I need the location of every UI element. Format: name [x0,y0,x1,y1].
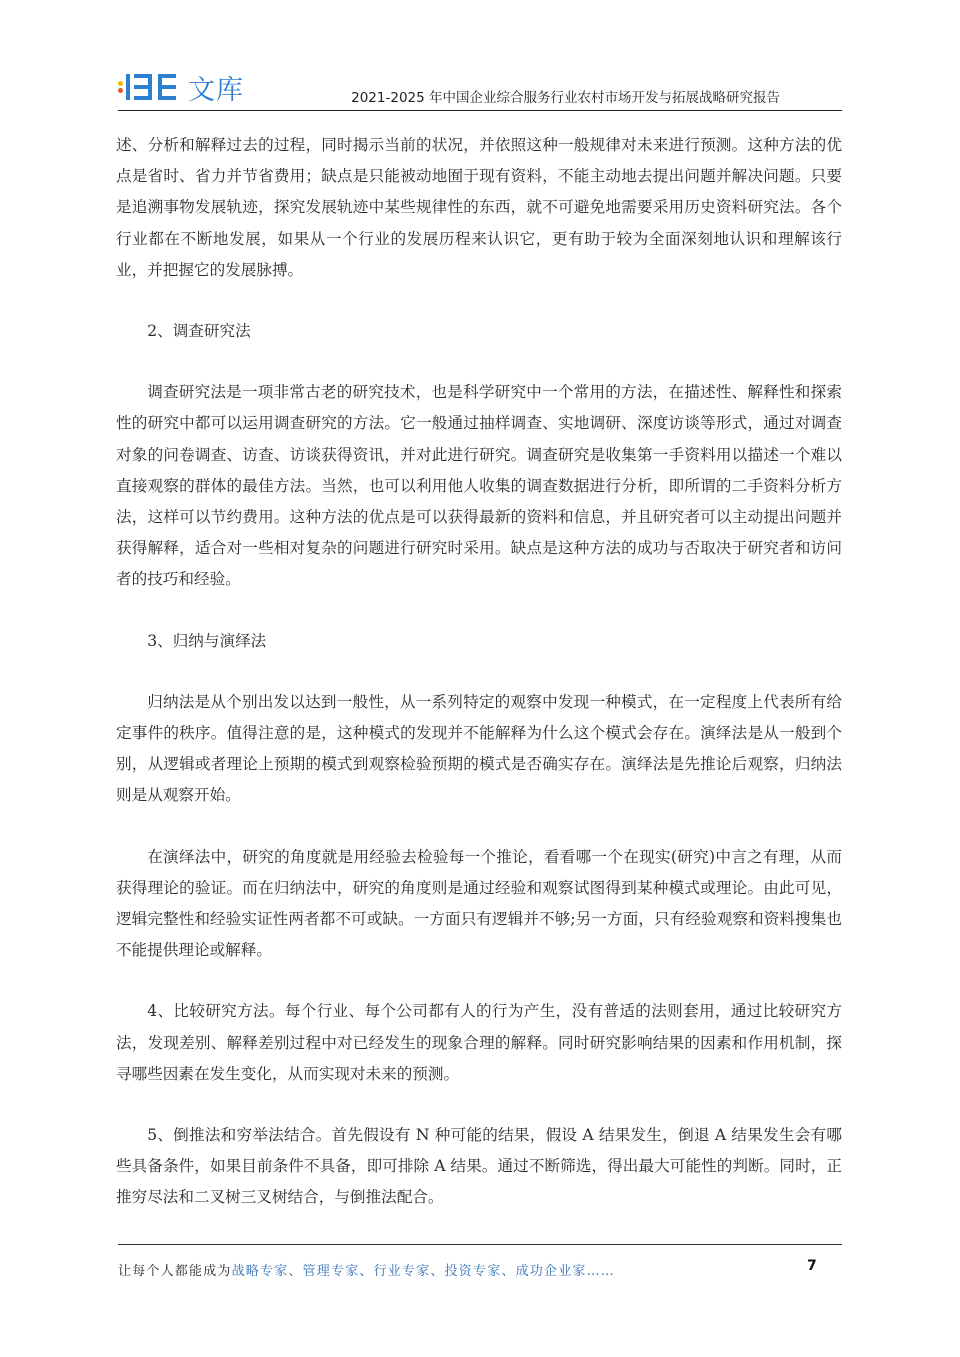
page-number: 7 [807,1258,817,1274]
header-divider [118,110,842,111]
section-heading-survey: 2、调查研究法 [147,322,251,341]
paragraph-survey-method: 调查研究法是一项非常古老的研究技术，也是科学研究中一个常用的方法，在描述性、解释性和探索性的研究中都可以运用调查研究的方法。它一般通过抽样调查、实地调研、深度访谈等形式，通过对调查对象的问卷调查、访查、访谈获得资讯，并对此进行研究。调查研究是收集第一手资料用以描述一个难以直接观察的群体的最佳方法。当然，也可以利用他人收集的调查数据进行分析，即所谓的二手资料分析方法，这样可以节约费用。这种方法的优点是可以获得最新的资料和信息，并且研究者可以主动提出问题并获得解释，适合对一些相对复杂的问题进行研究时采用。缺点是这种方法的成功与否取决于研究者和访问者的技巧和经验。 [116,383,842,589]
footer-slogan-prefix: 让每个人都能成为 [118,1264,232,1279]
document-body [116,130,842,1214]
brand-logo [118,70,244,104]
footer-slogan-highlight: 战略专家、管理专家、行业专家、投资专家、成功企业家…… [231,1264,616,1279]
footer-divider [118,1244,842,1245]
logo-mark-icon [126,74,182,100]
page-header [118,62,842,112]
logo-dots-icon [118,81,123,93]
paragraph-comparison-method: 4、比较研究方法。每个行业、每个公司都有人的行为产生，没有普适的法则套用，通过比较研究方法，发现差别、解释差别过程中对已经发生的现象合理的解释。同时研究影响结果的因素和作用机制，探寻哪些因素在发生变化，从而实现对未来的预测。 [116,1002,842,1083]
section-heading-induction-deduction: 3、归纳与演绎法 [147,631,267,650]
logo-text: 文库 [188,74,244,106]
paragraph-backward-exhaustive-method: 5、倒推法和穷举法结合。首先假设有 N 种可能的结果，假设 A 结果发生，倒退 A 结果发生会有哪些具备条件，如果目前条件不具备，即可排除 A 结果。通过不断筛选，得出最大可能性的判断。同时，正推穷尽法和二叉树三叉树结合，与倒推法配合。 [116,1126,842,1207]
paragraph-induction: 归纳法是从个别出发以达到一般性，从一系列特定的观察中发现一种模式，在一定程度上代表所有给定事件的秩序。值得注意的是，这种模式的发现并不能解释为什么这个模式会存在。演绎法是从一般到个别，从逻辑或者理论上预期的模式到观察检验预期的模式是否确实存在。演绎法是先推论后观察，归纳法则是从观察开始。 [116,692,842,805]
footer-slogan [118,1260,615,1279]
paragraph-historical-method: 述、分析和解释过去的过程，同时揭示当前的状况，并依照这种一般规律对未来进行预测。这种方法的优点是省时、省力并节省费用；缺点是只能被动地囿于现有资料，不能主动地去提出问题并解决问题。只要是追溯事物发展轨迹，探究发展轨迹中某些规律性的东西，就不可避免地需要采用历史资料研究法。各个行业都在不断地发展，如果从一个行业的发展历程来认识它，更有助于较为全面深刻地认识和理解该行业，并把握它的发展脉搏。 [116,136,842,279]
paragraph-deduction: 在演绎法中，研究的角度就是用经验去检验每一个推论，看看哪一个在现实(研究)中言之有理，从而获得理论的验证。而在归纳法中，研究的角度则是通过经验和观察试图得到某种模式或理论。由此可见，逻辑完整性和经验实证性两者都不可或缺。一方面只有逻辑并不够;另一方面，只有经验观察和资料搜集也不能提供理论或解释。 [116,847,842,960]
report-title: 2021-2025 年中国企业综合服务行业农村市场开发与拓展战略研究报告 [351,90,780,106]
